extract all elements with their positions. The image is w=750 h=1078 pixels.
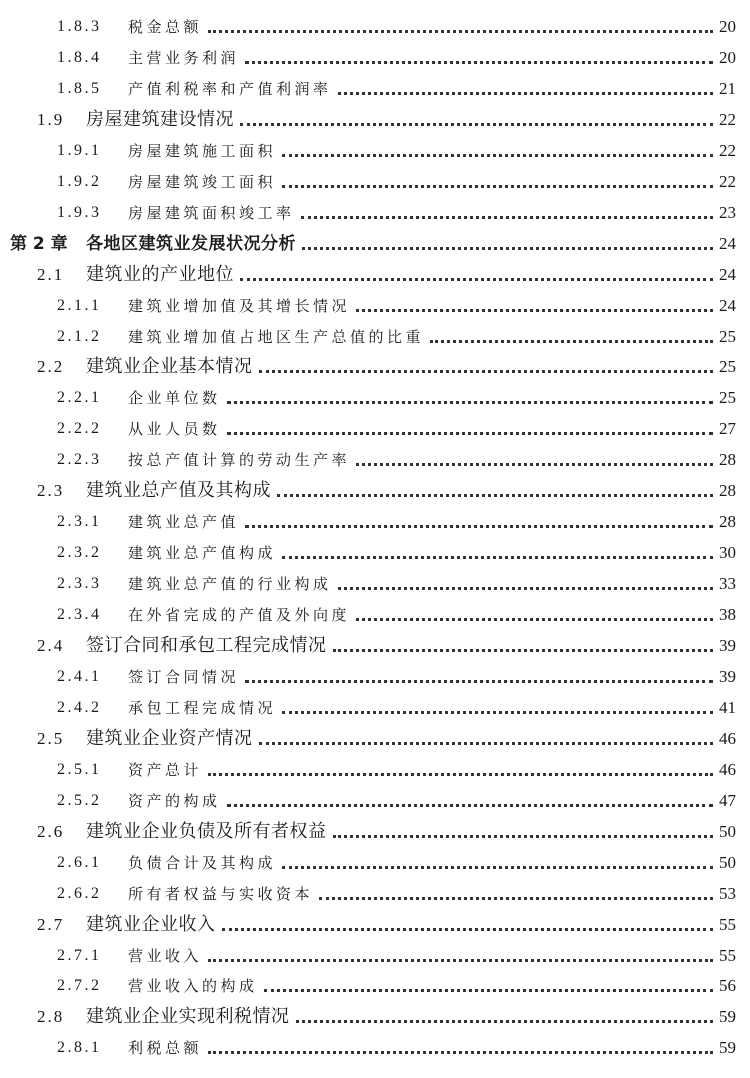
toc-entry[interactable]: [0, 260, 750, 290]
toc-dot-leader: [356, 463, 713, 466]
toc-entry[interactable]: [0, 941, 750, 971]
toc-entry-number: 2.3.2: [57, 544, 102, 561]
toc-dot-leader: [301, 216, 713, 219]
toc-entry-number: 2.2.2: [57, 420, 102, 437]
toc-dot-leader: [277, 494, 713, 497]
toc-entry-number: 2.3: [37, 481, 65, 500]
toc-entry-title: 签订合同情况: [128, 668, 240, 686]
toc-dot-leader: [208, 1051, 713, 1054]
toc-dot-leader: [282, 556, 713, 559]
toc-dot-leader: [259, 370, 713, 373]
toc-dot-leader: [245, 680, 713, 683]
toc-page-number: 59: [719, 1007, 736, 1026]
toc-page-number: 28: [719, 450, 736, 469]
toc-dot-leader: [319, 897, 713, 900]
toc-entry-number: 2.1: [37, 265, 65, 284]
toc-dot-leader: [356, 309, 713, 312]
toc-dot-leader: [302, 247, 713, 250]
toc-entry[interactable]: [0, 414, 750, 444]
toc-dot-leader: [282, 866, 713, 869]
toc-page-number: 25: [719, 357, 736, 376]
toc-page-number: 23: [719, 203, 736, 222]
toc-entry-title: 资产总计: [128, 761, 203, 779]
toc-page-number: 56: [719, 976, 736, 995]
toc-entry-title: 建筑业企业收入: [86, 914, 216, 935]
toc-page-number: 25: [719, 388, 736, 407]
toc-entry-number: 2.8: [37, 1007, 65, 1026]
toc-entry[interactable]: [0, 105, 750, 135]
toc-page-number: 25: [719, 327, 736, 346]
toc-dot-leader: [333, 835, 713, 838]
toc-dot-leader: [338, 92, 713, 95]
toc-entry-number: 2.7.1: [57, 947, 102, 964]
toc-entry[interactable]: [0, 1033, 750, 1063]
toc-page-number: 28: [719, 512, 736, 531]
toc-dot-leader: [245, 525, 713, 528]
toc-page-number: 30: [719, 543, 736, 562]
toc-dot-leader: [338, 587, 713, 590]
toc-entry-title: 产值利税率和产值利润率: [128, 80, 332, 98]
toc-entry-title: 建筑业增加值占地区生产总值的比重: [128, 328, 425, 346]
toc-entry[interactable]: [0, 136, 750, 166]
toc-entry-title: 建筑业总产值的行业构成: [128, 575, 332, 593]
toc-page-number: 20: [719, 48, 736, 67]
toc-entry-number: 2.6.2: [57, 885, 102, 902]
toc-page-number: 24: [719, 296, 736, 315]
toc-entry-number: 2.3.1: [57, 513, 102, 530]
toc-entry[interactable]: [0, 631, 750, 661]
toc-entry[interactable]: [0, 167, 750, 197]
toc-entry-title: 建筑业增加值及其增长情况: [128, 297, 351, 315]
toc-page-number: 50: [719, 822, 736, 841]
toc-entry-number: 1.9.2: [57, 173, 102, 190]
toc-entry-number: 2.7: [37, 915, 65, 934]
toc-entry[interactable]: [0, 12, 750, 42]
toc-entry-number: 1.8.5: [57, 80, 102, 97]
toc-dot-leader: [264, 989, 713, 992]
toc-entry-title: 在外省完成的产值及外向度: [128, 606, 351, 624]
toc-entry[interactable]: [0, 600, 750, 630]
toc-entry-number: 2.4.2: [57, 699, 102, 716]
toc-entry-title: 从业人员数: [128, 420, 221, 438]
toc-entry-title: 建筑业企业负债及所有者权益: [86, 821, 327, 842]
toc-entry-number: 第 2 章: [10, 234, 68, 254]
toc-entry-title: 营业收入的构成: [128, 977, 258, 995]
toc-dot-leader: [227, 401, 713, 404]
toc-page-number: 46: [719, 760, 736, 779]
toc-entry-number: 2.7.2: [57, 977, 102, 994]
toc-dot-leader: [208, 30, 713, 33]
toc-entry[interactable]: [0, 971, 750, 1001]
toc-page-number: 50: [719, 853, 736, 872]
toc-dot-leader: [430, 340, 713, 343]
toc-entry[interactable]: [0, 724, 750, 754]
toc-page-number: 47: [719, 791, 736, 810]
toc-dot-leader: [282, 185, 713, 188]
toc-dot-leader: [356, 618, 713, 621]
toc-page-number: 55: [719, 915, 736, 934]
toc-entry-number: 2.5.2: [57, 792, 102, 809]
toc-dot-leader: [208, 959, 713, 962]
toc-page-number: 38: [719, 605, 736, 624]
toc-entry-title: 建筑业企业基本情况: [86, 356, 253, 377]
toc-dot-leader: [259, 742, 713, 745]
toc-entry-title: 建筑业总产值及其构成: [86, 480, 271, 501]
toc-dot-leader: [240, 123, 713, 126]
toc-entry[interactable]: [0, 74, 750, 104]
toc-entry-title: 建筑业企业资产情况: [86, 728, 253, 749]
toc-entry-number: 2.3.4: [57, 606, 102, 623]
toc-entry[interactable]: [0, 755, 750, 785]
toc-page-number: 24: [719, 265, 736, 284]
toc-page-number: 21: [719, 79, 736, 98]
toc-entry-title: 建筑业企业实现利税情况: [86, 1006, 290, 1027]
toc-entry[interactable]: [0, 693, 750, 723]
toc-entry[interactable]: [0, 43, 750, 73]
toc-entry-number: 1.9.1: [57, 142, 102, 159]
toc-dot-leader: [245, 61, 713, 64]
toc-entry-number: 1.9.3: [57, 204, 102, 221]
toc-entry[interactable]: [0, 569, 750, 599]
toc-entry-number: 2.3.3: [57, 575, 102, 592]
toc-entry[interactable]: [0, 879, 750, 909]
toc-entry-number: 2.4.1: [57, 668, 102, 685]
toc-entry-title: 房屋建筑施工面积: [128, 142, 277, 160]
toc-page-number: 41: [719, 698, 736, 717]
toc-page-number: 33: [719, 574, 736, 593]
toc-entry-number: 2.2.1: [57, 389, 102, 406]
toc-entry-number: 2.4: [37, 636, 65, 655]
toc-entry-title: 主营业务利润: [128, 49, 240, 67]
toc-entry[interactable]: [0, 507, 750, 537]
toc-entry-title: 利税总额: [128, 1039, 203, 1057]
toc-dot-leader: [282, 711, 713, 714]
toc-entry-number: 2.5.1: [57, 761, 102, 778]
toc-entry[interactable]: [0, 352, 750, 382]
toc-page-number: 59: [719, 1038, 736, 1057]
toc-page-number: 39: [719, 667, 736, 686]
toc-entry-title: 承包工程完成情况: [128, 699, 277, 717]
toc-entry[interactable]: [0, 198, 750, 228]
toc-entry-title: 建筑业总产值: [128, 513, 240, 531]
toc-entry-title: 房屋建筑面积竣工率: [128, 204, 295, 222]
toc-entry[interactable]: [0, 322, 750, 352]
toc-entry[interactable]: [0, 910, 750, 940]
toc-entry[interactable]: [0, 538, 750, 568]
toc-dot-leader: [296, 1020, 713, 1023]
toc-entry-number: 1.8.4: [57, 49, 102, 66]
toc-dot-leader: [222, 928, 713, 931]
toc-dot-leader: [227, 432, 713, 435]
toc-entry-number: 1.8.3: [57, 18, 102, 35]
toc-dot-leader: [227, 804, 713, 807]
toc-entry-number: 2.2.3: [57, 451, 102, 468]
toc-page-number: 28: [719, 481, 736, 500]
toc-page-number: 39: [719, 636, 736, 655]
toc-entry-title: 税金总额: [128, 18, 203, 36]
toc-page-number: 22: [719, 172, 736, 191]
toc-chapter-entry[interactable]: [0, 229, 750, 259]
toc-entry-number: 2.6.1: [57, 854, 102, 871]
toc-page-number: 22: [719, 141, 736, 160]
toc-entry[interactable]: [0, 476, 750, 506]
toc-entry-title: 营业收入: [128, 947, 203, 965]
toc-entry-title: 房屋建筑竣工面积: [128, 173, 277, 191]
toc-entry-title: 负债合计及其构成: [128, 854, 277, 872]
toc-page-number: 55: [719, 946, 736, 965]
toc-entry-title: 建筑业总产值构成: [128, 544, 277, 562]
toc-dot-leader: [282, 154, 713, 157]
toc-dot-leader: [240, 278, 713, 281]
toc-entry-title: 各地区建筑业发展状况分析: [86, 234, 296, 254]
toc-page-number: 46: [719, 729, 736, 748]
toc-page-number: 20: [719, 17, 736, 36]
toc-dot-leader: [208, 773, 713, 776]
toc-dot-leader: [333, 649, 713, 652]
toc-entry[interactable]: [0, 291, 750, 321]
toc-page-number: 22: [719, 110, 736, 129]
toc-entry[interactable]: [0, 662, 750, 692]
toc-page-number: 27: [719, 419, 736, 438]
toc-entry-number: 2.5: [37, 729, 65, 748]
toc-entry-title: 企业单位数: [128, 389, 221, 407]
toc-entry-number: 2.2: [37, 357, 65, 376]
toc-entry-title: 房屋建筑建设情况: [86, 109, 234, 130]
toc-entry-title: 所有者权益与实收资本: [128, 885, 314, 903]
toc-entry[interactable]: [0, 848, 750, 878]
toc-entry[interactable]: [0, 817, 750, 847]
toc-entry-number: 2.1.1: [57, 297, 102, 314]
toc-entry-title: 资产的构成: [128, 792, 221, 810]
toc-entry-number: 1.9: [37, 110, 65, 129]
toc-entry[interactable]: [0, 383, 750, 413]
toc-page-number: 24: [719, 234, 736, 253]
toc-entry[interactable]: [0, 1002, 750, 1032]
toc-entry[interactable]: [0, 786, 750, 816]
toc-entry-number: 2.8.1: [57, 1039, 102, 1056]
toc-entry-number: 2.6: [37, 822, 65, 841]
toc-entry[interactable]: [0, 445, 750, 475]
toc-entry-title: 建筑业的产业地位: [86, 264, 234, 285]
toc-page-number: 53: [719, 884, 736, 903]
toc-entry-title: 按总产值计算的劳动生产率: [128, 451, 351, 469]
toc-entry-number: 2.1.2: [57, 328, 102, 345]
toc-entry-title: 签订合同和承包工程完成情况: [86, 635, 327, 656]
